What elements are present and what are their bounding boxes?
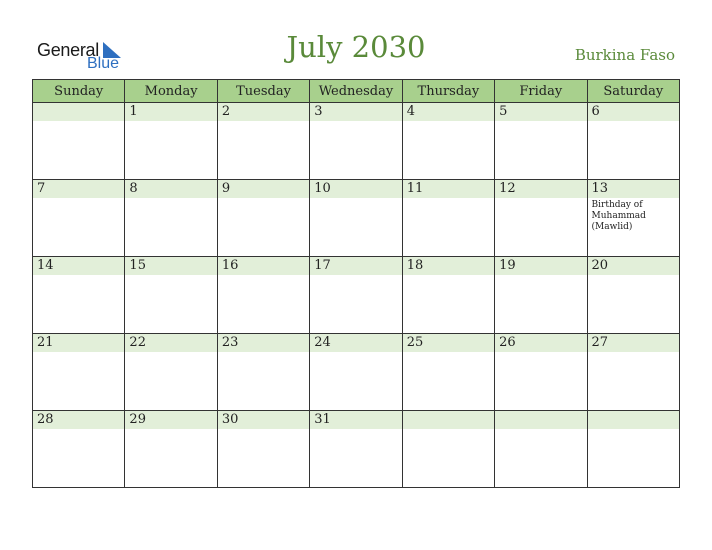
day-number: 9 — [218, 180, 309, 198]
day-cell — [217, 180, 309, 257]
week-row — [33, 257, 680, 334]
day-number: 6 — [588, 103, 679, 121]
day-cell — [33, 411, 125, 488]
weekday-header: Tuesday — [217, 80, 309, 103]
day-cell — [217, 411, 309, 488]
day-number: 4 — [403, 103, 494, 121]
day-cell — [33, 334, 125, 411]
day-number: 27 — [588, 334, 679, 352]
day-cell — [402, 180, 494, 257]
page-title: July 2030 — [286, 30, 426, 64]
day-number: 5 — [495, 103, 586, 121]
day-cell — [310, 334, 402, 411]
day-number: 7 — [33, 180, 124, 198]
day-cell — [33, 257, 125, 334]
day-cell — [125, 411, 217, 488]
day-cell — [587, 334, 679, 411]
country-label: Burkina Faso — [574, 46, 675, 64]
day-cell — [495, 180, 587, 257]
day-number: 2 — [218, 103, 309, 121]
calendar-grid — [32, 79, 680, 488]
weekday-header: Saturday — [587, 80, 679, 103]
day-number — [495, 411, 586, 429]
day-cell — [33, 180, 125, 257]
day-cell — [587, 411, 679, 488]
weekday-header: Thursday — [402, 80, 494, 103]
day-number: 24 — [310, 334, 401, 352]
day-number: 8 — [125, 180, 216, 198]
day-cell — [310, 180, 402, 257]
day-number: 19 — [495, 257, 586, 275]
day-cell — [125, 103, 217, 180]
logo-text-general: General — [37, 40, 99, 60]
day-number — [33, 103, 124, 121]
day-cell — [125, 257, 217, 334]
weekday-header: Wednesday — [310, 80, 402, 103]
day-number: 31 — [310, 411, 401, 429]
day-number — [588, 411, 679, 429]
day-cell — [402, 103, 494, 180]
day-number: 26 — [495, 334, 586, 352]
week-row — [33, 180, 680, 257]
day-number: 14 — [33, 257, 124, 275]
day-number: 10 — [310, 180, 401, 198]
weekday-header: Friday — [495, 80, 587, 103]
day-number: 15 — [125, 257, 216, 275]
day-cell — [587, 180, 679, 257]
day-number: 29 — [125, 411, 216, 429]
day-number: 23 — [218, 334, 309, 352]
day-cell — [587, 257, 679, 334]
holiday-label: Birthday of Muhammad (Mawlid) — [591, 200, 646, 232]
day-number: 16 — [218, 257, 309, 275]
day-number: 22 — [125, 334, 216, 352]
day-number: 25 — [403, 334, 494, 352]
day-cell — [495, 103, 587, 180]
weekday-header: Sunday — [33, 80, 125, 103]
day-number: 1 — [125, 103, 216, 121]
day-cell — [125, 180, 217, 257]
day-number — [403, 411, 494, 429]
day-cell — [125, 334, 217, 411]
day-number: 3 — [310, 103, 401, 121]
day-number: 13 — [588, 180, 679, 198]
weekday-header-row — [33, 80, 680, 103]
day-cell — [33, 103, 125, 180]
week-row — [33, 411, 680, 488]
week-row — [33, 334, 680, 411]
day-cell — [402, 411, 494, 488]
day-number: 18 — [403, 257, 494, 275]
day-cell — [310, 103, 402, 180]
day-number: 17 — [310, 257, 401, 275]
day-cell — [310, 257, 402, 334]
weekday-header: Monday — [125, 80, 217, 103]
day-cell — [217, 257, 309, 334]
day-cell — [495, 334, 587, 411]
day-cell — [587, 103, 679, 180]
day-number: 12 — [495, 180, 586, 198]
day-cell — [217, 103, 309, 180]
day-cell — [310, 411, 402, 488]
day-cell — [217, 334, 309, 411]
day-cell — [402, 257, 494, 334]
day-cell — [402, 334, 494, 411]
week-row — [33, 103, 680, 180]
day-number: 11 — [403, 180, 494, 198]
day-number: 28 — [33, 411, 124, 429]
logo-text-blue: Blue — [87, 55, 120, 72]
day-number: 20 — [588, 257, 679, 275]
day-number: 21 — [33, 334, 124, 352]
day-cell — [495, 257, 587, 334]
day-number: 30 — [218, 411, 309, 429]
day-cell — [495, 411, 587, 488]
